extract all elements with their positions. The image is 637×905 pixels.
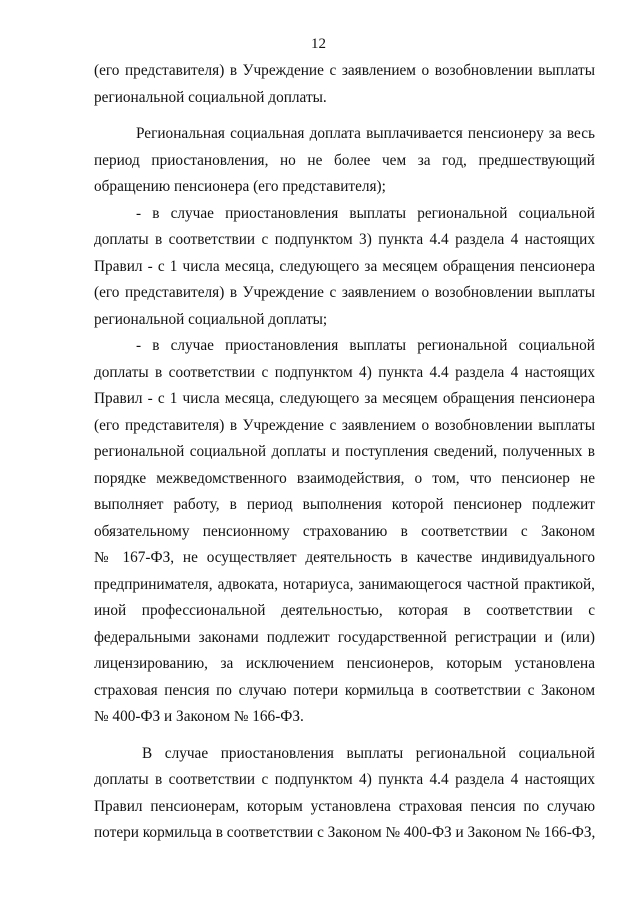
- text-line: предпринимателя, адвоката, нотариуса, занимающегося частной практикой,: [94, 575, 595, 593]
- text-line: доплаты в соответствии с подпунктом 4) пункта 4.4 раздела 4 настоящих: [94, 363, 595, 381]
- text-line: (его представителя) в Учреждение с заявлением о возобновлении выплаты: [94, 284, 595, 301]
- page-number: 12: [311, 36, 326, 52]
- text-line: доплаты в соответствии с подпунктом 4) пункта 4.4 раздела 4 настоящих: [94, 771, 595, 788]
- text-line: № 400-ФЗ и Законом № 166-ФЗ.: [94, 708, 304, 725]
- paragraph: [94, 741, 595, 847]
- text-line: Региональная социальная доплата выплачивается пенсионеру за весь: [136, 125, 595, 142]
- text-line: (его представителя) в Учреждение с заявлением о возобновлении выплаты: [94, 416, 595, 434]
- paragraph: [94, 121, 595, 201]
- text-line: Правил пенсионерам, которым установлена страховая пенсия по случаю: [94, 797, 595, 815]
- text-line: обращению пенсионера (его представителя);: [94, 178, 386, 195]
- text-line: В случае приостановления выплаты региональной социальной: [142, 744, 595, 762]
- text-line: региональной социальной доплаты;: [94, 310, 328, 328]
- text-line: иной профессиональной деятельностью, которая в соответствии с: [94, 602, 595, 619]
- text-line: порядке межведомственного взаимодействия, о том, что пенсионер не: [94, 469, 595, 487]
- text-line: потери кормильца в соответствии с Законом № 400-ФЗ и Законом № 166-ФЗ,: [94, 824, 596, 841]
- document-body: [94, 58, 595, 847]
- text-line: Правил - с 1 числа месяца, следующего за месяцем обращения пенсионера: [94, 390, 595, 407]
- paragraph: [94, 201, 595, 334]
- text-line: доплаты в соответствии с подпунктом 3) пункта 4.4 раздела 4 настоящих: [94, 231, 595, 248]
- text-line: период приостановления, но не более чем за год, предшествующий: [94, 151, 595, 169]
- text-line: лицензированию, за исключением пенсионеров, которым установлена: [94, 655, 595, 672]
- text-line: (его представителя) в Учреждение с заявлением о возобновлении выплаты: [94, 62, 595, 79]
- text-line: страховая пенсия по случаю потери кормильца в соответствии с Законом: [94, 681, 595, 699]
- paragraph: [94, 58, 595, 111]
- text-line: № 167-ФЗ, не осуществляет деятельность в качестве индивидуального: [94, 549, 595, 566]
- text-line: федеральными законами подлежит государственной регистрации и (или): [94, 628, 595, 646]
- paragraph: [94, 333, 595, 731]
- text-line: обязательному пенсионному страхованию в соответствии с Законом: [94, 522, 595, 540]
- text-line: выполняет работу, в период выполнения которой пенсионер подлежит: [94, 496, 595, 513]
- text-line: региональной социальной доплаты и поступления сведений, полученных в: [94, 443, 595, 460]
- text-line: Правил - с 1 числа месяца, следующего за месяцем обращения пенсионера: [94, 257, 595, 275]
- text-line: - в случае приостановления выплаты региональной социальной: [136, 337, 595, 354]
- text-line: региональной социальной доплаты.: [94, 88, 327, 106]
- text-line: - в случае приостановления выплаты региональной социальной: [136, 204, 595, 222]
